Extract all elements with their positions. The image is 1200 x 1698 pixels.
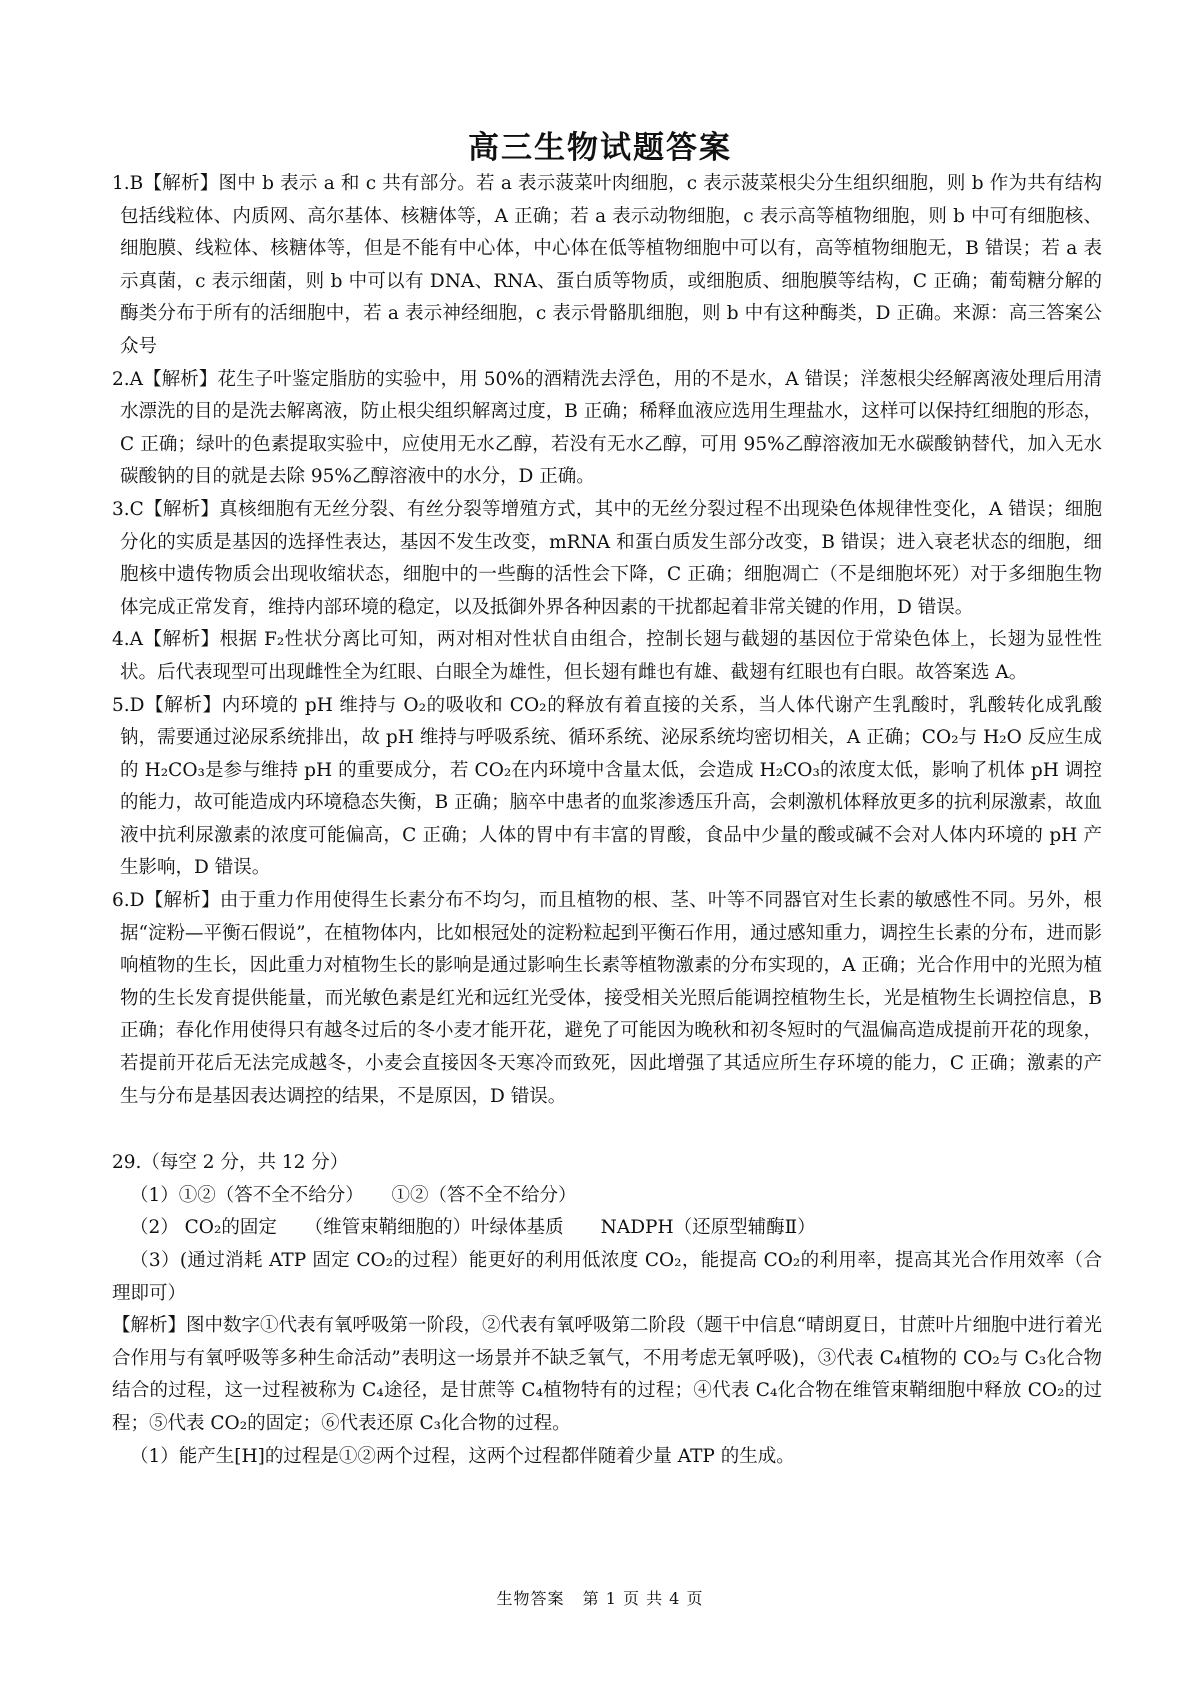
answer-text: 【解析】由于重力作用使得生长素分布不均匀，而且植物的根、茎、叶等不同器官对生长素的敏感性不同。另外，根据“淀粉—平衡石假说”，在植物体内，比如根冠处的淀粉粒起到平衡石作用，通过感知重力，调控生长素的分布，进而影响植物的生长，因此重力对植物生长的影响是通过影响生长素等植物激素的分布实现的，A 正确；光合作用中的光照为植物的生长发育提供能量，而光敏色素是红光和远红光受体，接受相关光照后能调控植物生长，光是植物生长调控信息，B 正确；春化作用使得只有越冬过后的冬小麦才能开花，避免了可能因为晚秋和初冬短时的气温偏高造成提前开花的现象，若提前开花后无法完成越冬，小麦会直接因冬天寒冷而致死，因此增强了其适应所生存环境的能力，C 正确；激素的产生与分布是基因表达调控的结果，不是原因，D 错误。 bbox=[120, 890, 1102, 1107]
answer-number: 3.C bbox=[112, 498, 144, 520]
answer-item-4 bbox=[112, 624, 1102, 689]
answer-number: 6.D bbox=[112, 890, 145, 912]
answer-item-2 bbox=[112, 364, 1102, 494]
answer-text: 【解析】内环境的 pH 维持与 O₂的吸收和 CO₂的释放有着直接的关系，当人体代谢产生乳酸时，乳酸转化成乳酸钠，需要通过泌尿系统排出，故 pH 维持与呼吸系统、循环系统、泌尿系统均密切相关，A 正确；CO₂与 H₂O 反应生成的 H₂CO₃是参与维持 pH 的重要成分，若 CO₂在内环境中含量太低，会造成 H₂CO₃的浓度太低，影响了机体 pH 调控的能力，故可能造成内环境稳态失衡，B 正确；脑卒中患者的血浆渗透压升高，会刺激机体释放更多的抗利尿激素，故血液中抗利尿激素的浓度可能偏高，C 正确；人体的胃中有丰富的胃酸，食品中少量的酸或碱不会对人体内环境的 pH 产生影响，D 错误。 bbox=[120, 694, 1102, 879]
footer-page-number: 第 1 页 共 4 页 bbox=[582, 1589, 704, 1608]
answer-item-6 bbox=[112, 885, 1102, 1113]
q29-analysis: 【解析】图中数字①代表有氧呼吸第一阶段，②代表有氧呼吸第二阶段（题干中信息“晴朗夏日，甘蔗叶片细胞中进行着光合作用与有氧呼吸等多种生命活动”表明这一场景并不缺乏氧气，不用考虑无氧呼吸)，③代表 C₄植物的 CO₂与 C₃化合物结合的过程，这一过程被称为 C₄途径，是甘蔗等 C₄植物特有的过程；④代表 C₄化合物在维管束鞘细胞中释放 CO₂的过程；⑤代表 CO₂的固定；⑥代表还原 C₃化合物的过程。 bbox=[112, 1315, 1102, 1434]
answer-item-5 bbox=[112, 690, 1102, 886]
page-title: 高三生物试题答案 bbox=[468, 130, 732, 166]
answer-item-1 bbox=[112, 168, 1102, 364]
answer-text: 【解析】花生子叶鉴定脂肪的实验中，用 50%的酒精洗去浮色，用的不是水，A 错误；洋葱根尖经解离液处理后用清水漂洗的目的是洗去解离液，防止根尖组织解离过度，B 正确；稀释血液应选用生理盐水，这样可以保持红细胞的形态，C 正确；绿叶的色素提取实验中，应使用无水乙醇，若没有无水乙醇，可用 95%乙醇溶液加无水碳酸钠替代，加入无水碳酸钠的目的就是去除 95%乙醇溶液中的水分，D 正确。 bbox=[120, 368, 1102, 488]
q29-part-1: （1）①②（答不全不给分） ①②（答不全不给分） bbox=[130, 1184, 577, 1206]
q29-header: 29.（每空 2 分，共 12 分） bbox=[112, 1152, 349, 1174]
answer-number: 4.A bbox=[112, 629, 144, 651]
answer-text: 【解析】图中 b 表示 a 和 c 共有部分。若 a 表示菠菜叶肉细胞，c 表示菠菜根尖分生组织细胞，则 b 作为共有结构包括线粒体、内质网、高尔基体、核糖体等，A 正确；若 a 表示动物细胞，c 表示高等植物细胞，则 b 中可有细胞核、细胞膜、线粒体、核糖体等，但是不能有中心体，中心体在低等植物细胞中可以有，高等植物细胞无，B 错误；若 a 表示真菌，c 表示细菌，则 b 中可以有 DNA、RNA、蛋白质等物质，或细胞质、细胞膜等结构，C 正确；葡萄糖分解的酶类分布于所有的活细胞中，若 a 表示神经细胞，c 表示骨骼肌细胞，则 b 中有这种酶类，D 正确。来源：高三答案公众号 bbox=[120, 173, 1102, 357]
q29-analysis-1: （1）能产生[H]的过程是①②两个过程，这两个过程都伴随着少量 ATP 的生成。 bbox=[130, 1445, 795, 1467]
footer-subject: 生物答案 bbox=[496, 1589, 565, 1608]
q29-part-3: （3）(通过消耗 ATP 固定 CO₂的过程）能更好的利用低浓度 CO₂，能提高 CO₂的利用率，提高其光合作用效率（合理即可） bbox=[112, 1250, 1102, 1304]
page-footer bbox=[0, 1586, 1200, 1609]
answer-text: 【解析】根据 F₂性状分离比可知，两对相对性状自由组合，控制长翅与截翅的基因位于常染色体上，长翅为显性性状。后代表现型可出现雌性全为红眼、白眼全为雄性，但长翅有雌也有雄、截翅有红眼也有白眼。故答案选 A。 bbox=[120, 629, 1102, 683]
question-29 bbox=[112, 1147, 1102, 1473]
answer-number: 2.A bbox=[112, 368, 144, 390]
answer-number: 1.B bbox=[112, 173, 144, 194]
answer-text: 【解析】真核细胞有无丝分裂、有丝分裂等增殖方式，其中的无丝分裂过程不出现染色体规律性变化，A 错误；细胞分化的实质是基因的选择性表达，基因不发生改变，mRNA 和蛋白质发生部分改变，B 错误；进入衰老状态的细胞，细胞核中遗传物质会出现收缩状态，细胞中的一些酶的活性会下降，C 正确；细胞凋亡（不是细胞坏死）对于多细胞生物体完成正常发育，维持内部环境的稳定，以及抵御外界各种因素的干扰都起着非常关键的作用，D 错误。 bbox=[120, 498, 1102, 618]
answer-number: 5.D bbox=[112, 694, 145, 716]
q29-part-2: （2） CO₂的固定 （维管束鞘细胞的）叶绿体基质 NADPH（还原型辅酶Ⅱ） bbox=[130, 1217, 816, 1239]
answer-body bbox=[112, 168, 1102, 1473]
answer-item-3 bbox=[112, 494, 1102, 624]
